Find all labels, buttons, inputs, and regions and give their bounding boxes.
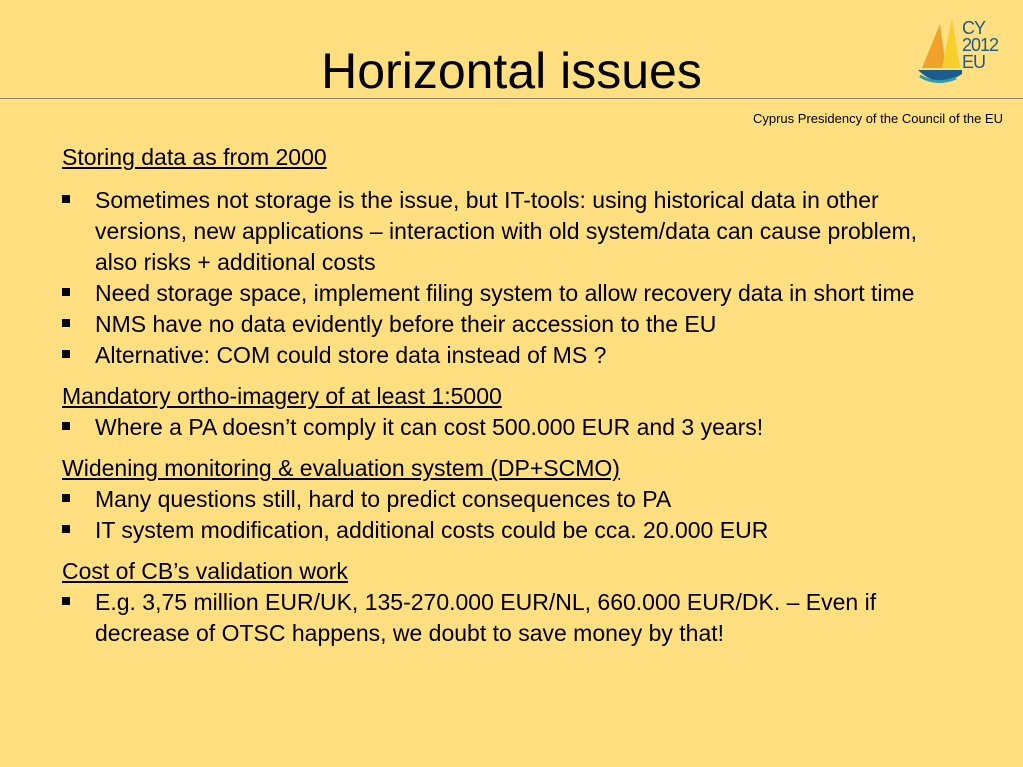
list-item: [62, 412, 962, 443]
square-bullet-icon: [62, 422, 70, 430]
list-item-text: Sometimes not storage is the issue, but IT-tools: using historical data in other versions, new applications – interaction with old system/data can cause problem, also risks + additional costs: [95, 187, 918, 275]
list-item-text: Need storage space, implement filing system to allow recovery data in short time: [95, 280, 915, 306]
section-monitoring-evaluation: [62, 453, 962, 546]
list-item: [62, 484, 962, 515]
list-item-text: E.g. 3,75 million EUR/UK, 135-270.000 EUR/NL, 660.000 EUR/DK. – Even if decrease of OTSC happens, we doubt to save money by that!: [95, 589, 877, 646]
bullet-list: [62, 484, 962, 546]
section-heading: Storing data as from 2000: [62, 144, 327, 170]
list-item-text: NMS have no data evidently before their accession to the EU: [95, 311, 717, 337]
square-bullet-icon: [62, 525, 70, 533]
square-bullet-icon: [62, 350, 70, 358]
logo-line-eu: EU: [962, 52, 986, 72]
section-heading: Widening monitoring & evaluation system (DP+SCMO): [62, 455, 620, 481]
section-ortho-imagery: [62, 381, 962, 443]
list-item: [62, 309, 962, 340]
bullet-list: [62, 587, 962, 649]
list-item: [62, 185, 962, 278]
section-heading: Mandatory ortho-imagery of at least 1:5000: [62, 383, 502, 409]
square-bullet-icon: [62, 597, 70, 605]
bullet-list: [62, 412, 962, 443]
section-storing-data: [62, 142, 962, 371]
list-item-text: Where a PA doesn’t comply it can cost 500.000 EUR and 3 years!: [95, 414, 764, 440]
presidency-subtitle: Cyprus Presidency of the Council of the EU: [752, 111, 1003, 126]
slide-title: Horizontal issues: [321, 43, 702, 99]
list-item: [62, 515, 962, 546]
list-item-text: IT system modification, additional costs could be cca. 20.000 EUR: [95, 517, 769, 543]
section-cb-validation: [62, 556, 962, 649]
list-item: [62, 340, 962, 371]
section-heading: Cost of CB’s validation work: [62, 558, 348, 584]
list-item-text: Alternative: COM could store data instead of MS ?: [95, 342, 607, 368]
square-bullet-icon: [62, 195, 70, 203]
square-bullet-icon: [62, 288, 70, 296]
list-item-text: Many questions still, hard to predict consequences to PA: [95, 486, 672, 512]
square-bullet-icon: [62, 319, 70, 327]
logo-wordmark: [962, 20, 998, 71]
list-item: [62, 587, 962, 649]
logo-line-cy: CY: [962, 18, 986, 38]
bullet-list: [62, 185, 962, 371]
logo-line-year: 2012: [962, 35, 999, 55]
title-divider: [0, 98, 1023, 99]
list-item: [62, 278, 962, 309]
slide-body: [62, 142, 962, 649]
square-bullet-icon: [62, 494, 70, 502]
